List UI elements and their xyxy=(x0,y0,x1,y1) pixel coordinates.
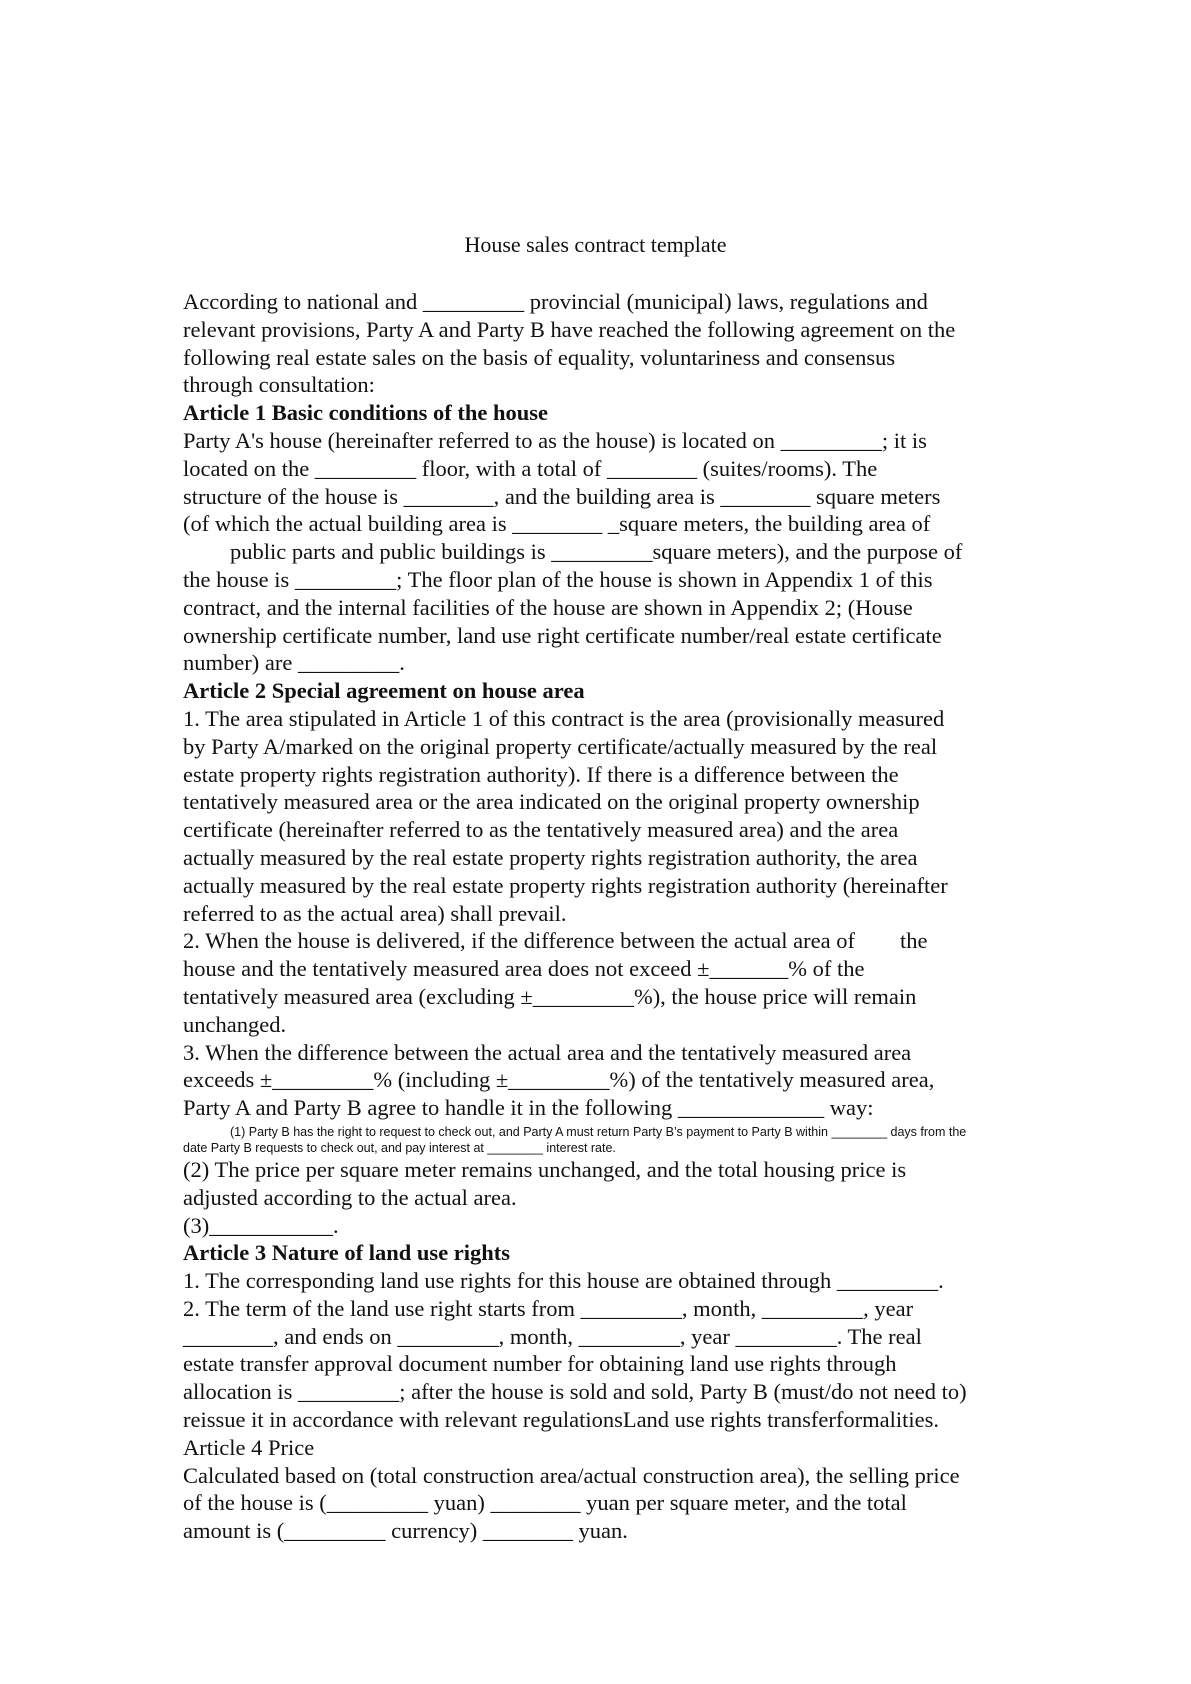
article-3 xyxy=(183,1239,1043,1434)
article-1-line: number) are _________. xyxy=(183,650,405,676)
article-2-note-line: date Party B requests to check out, and pay interest at ________ interest rate. xyxy=(183,1140,616,1155)
intro-line: According to national and _________ provincial (municipal) laws, regulations and xyxy=(183,289,928,314)
article-2-line: (3)___________. xyxy=(183,1212,339,1238)
article-1-line: located on the _________ floor, with a total of ________ (suites/rooms). The xyxy=(183,455,878,481)
article-1-line: the house is _________; The floor plan of the house is shown in Appendix 1 of this xyxy=(183,566,933,592)
intro-paragraph xyxy=(183,288,1043,399)
article-3-line: ________, and ends on _________, month, _________, year _________. The real xyxy=(183,1323,922,1349)
intro-line: relevant provisions, Party A and Party B have reached the following agreement on the xyxy=(183,316,956,342)
intro-line: through consultation: xyxy=(183,372,375,398)
article-2-line: Party A and Party B agree to handle it in the following _____________ way: xyxy=(183,1095,874,1121)
intro-line: following real estate sales on the basis of equality, voluntariness and consensus xyxy=(183,344,896,370)
article-2-line: actually measured by the real estate property rights registration authority, the area xyxy=(183,844,918,870)
article-2-line: (2) The price per square meter remains unchanged, and the total housing price is xyxy=(183,1156,907,1182)
article-1-line: public parts and public buildings is _________square meters), and the purpose of xyxy=(230,539,963,565)
document-title: House sales contract template xyxy=(464,232,727,257)
article-1-line: structure of the house is ________, and the building area is ________ square meters xyxy=(183,483,941,509)
article-3-line: estate transfer approval document number for obtaining land use rights through xyxy=(183,1351,897,1377)
article-2-line: 3. When the difference between the actual area and the tentatively measured area xyxy=(183,1039,912,1065)
article-2-heading: Article 2 Special agreement on house area xyxy=(183,678,585,704)
article-1-line: (of which the actual building area is ________ _square meters, the building area of xyxy=(183,511,931,537)
article-1-line: ownership certificate number, land use right certificate number/real estate certificate xyxy=(183,622,942,648)
article-1-line: Party A's house (hereinafter referred to as the house) is located on _________; it is xyxy=(183,427,927,453)
article-2-line: tentatively measured area or the area indicated on the original property ownership xyxy=(183,789,920,815)
article-2-line: 2. When the house is delivered, if the difference between the actual area of the xyxy=(183,928,928,954)
article-2-line: referred to as the actual area) shall prevail. xyxy=(183,900,567,926)
article-3-line: allocation is _________; after the house is sold and sold, Party B (must/do not need to) xyxy=(183,1379,967,1405)
article-2-note-line: (1) Party B has the right to request to check out, and Party A must return Party B’s payment to Party B within ________ days from the xyxy=(230,1124,967,1139)
article-1-line: contract, and the internal facilities of the house are shown in Appendix 2; (House xyxy=(183,594,913,620)
article-4-line: of the house is (_________ yuan) ________ yuan per square meter, and the total xyxy=(183,1490,907,1516)
article-2-line: exceeds ±_________% (including ±_________%) of the tentatively measured area, xyxy=(183,1067,935,1093)
article-3-heading: Article 3 Nature of land use rights xyxy=(183,1240,511,1266)
contract-body xyxy=(183,288,1043,1545)
article-2-line: tentatively measured area (excluding ±_________%), the house price will remain xyxy=(183,983,917,1009)
article-2-line: estate property rights registration authority). If there is a difference between the xyxy=(183,761,899,787)
article-2-line: unchanged. xyxy=(183,1011,287,1037)
article-3-line: 2. The term of the land use right starts from _________, month, _________, year xyxy=(183,1295,914,1321)
article-4-line: Calculated based on (total construction area/actual construction area), the selling price xyxy=(183,1462,960,1488)
article-2-line: 1. The area stipulated in Article 1 of this contract is the area (provisionally measured xyxy=(183,705,945,731)
article-3-line: 1. The corresponding land use rights for this house are obtained through _________. xyxy=(183,1268,944,1294)
article-2-line: house and the tentatively measured area does not exceed ±_______% of the xyxy=(183,956,865,982)
article-3-line: reissue it in accordance with relevant regulationsLand use rights transferformalities. xyxy=(183,1407,939,1433)
article-1 xyxy=(183,399,1043,677)
article-1-heading: Article 1 Basic conditions of the house xyxy=(183,400,548,426)
article-4 xyxy=(183,1434,1043,1545)
article-2-line: actually measured by the real estate property rights registration authority (hereinafter xyxy=(183,872,948,898)
article-2 xyxy=(183,677,1043,1239)
article-2-line: adjusted according to the actual area. xyxy=(183,1184,517,1210)
article-2-line: by Party A/marked on the original property certificate/actually measured by the real xyxy=(183,733,938,759)
article-4-line: amount is (_________ currency) ________ yuan. xyxy=(183,1518,628,1544)
article-4-heading: Article 4 Price xyxy=(183,1434,315,1460)
article-2-line: certificate (hereinafter referred to as the tentatively measured area) and the area xyxy=(183,817,899,843)
